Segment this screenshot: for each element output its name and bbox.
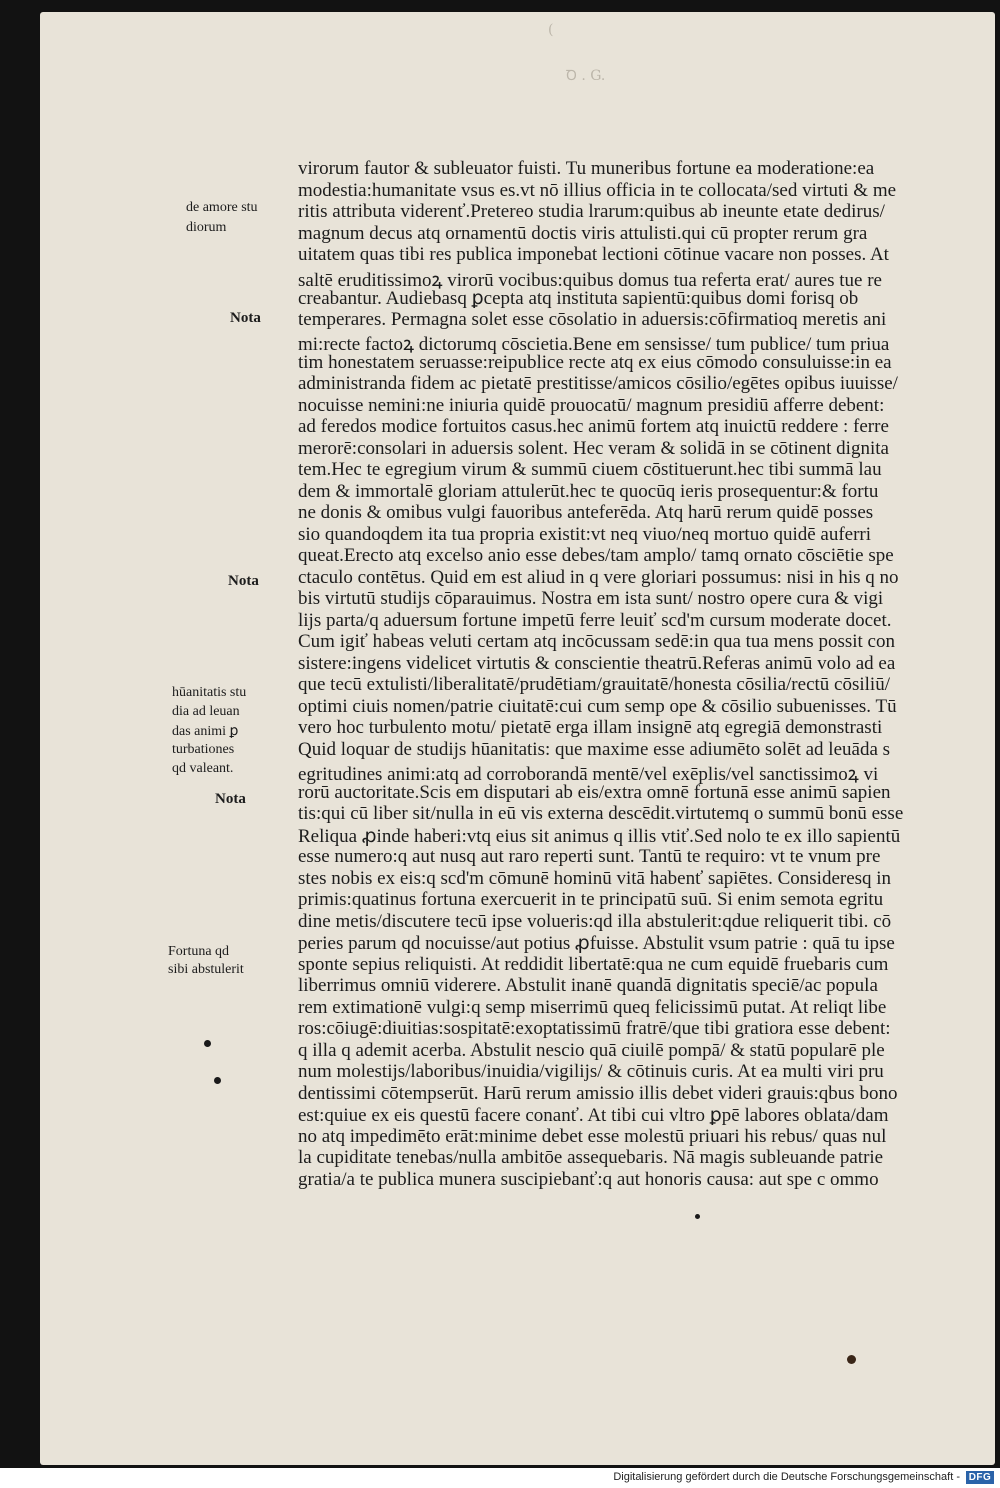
footer-credit: Digitalisierung gefördert durch die Deutsche Forschungsgemeinschaft -	[613, 1471, 960, 1483]
text-line: virorum fautor & subleuator fuisti. Tu muneribus fortune ea moderatione:ea	[298, 158, 875, 179]
text-line: Quid loquar de studijs hūanitatis: que maxime esse adiumēto solēt ad leuāda s	[298, 738, 891, 760]
footer-bar	[0, 1468, 1000, 1488]
text-line: merorē:consolari in aduersis solent. Hec veram & solidā in se cōtinent dignita	[298, 437, 889, 459]
text-line: stes nobis ex eis:q scd'm cōmunē hominū vitā habenť sapiētes. Consideresq in	[298, 867, 892, 889]
text-line: rorū auctoritate.Scis em disputari ab eis/extra omnē fortunā esse animū sapien	[298, 781, 891, 803]
text-line: la cupiditate tenebas/nulla ambitōe assequebaris. Nā magis subleuande patrie	[298, 1147, 884, 1168]
ink-dot	[214, 1077, 221, 1084]
marginal-note-humanitatis-4: turbationes	[172, 742, 235, 757]
text-line: tem.Hec te egregium virum & summū ciuem cōstituerunt.hec tibi summā lau	[298, 459, 882, 480]
text-line: dine metis/discutere tecū ipse volueris:qd illa abstulerit:qdue reliquerit tibi. cō	[298, 910, 892, 932]
ink-dot	[847, 1355, 856, 1364]
text-line: num molestijs/laboribus/inuidia/vigilijs/ & cōtinuis curis. At ea multi viri pru	[298, 1061, 884, 1082]
marginal-note-nota-3: Nota	[215, 791, 246, 807]
marginal-note-humanitatis-2: dia ad leuan	[172, 704, 240, 719]
text-line: modestia:humanitate vsus es.vt nō illius officia in te collocata/sed virtuti & me	[298, 179, 897, 201]
faint-header-text: Ꝺ . G.	[566, 68, 606, 84]
marginal-note-fortuna-2: sibi abstulerit	[168, 962, 244, 977]
marginal-note-nota-2: Nota	[228, 573, 259, 589]
text-line: Reliqua ꝓinde haberi:vtq eius sit animus q illis vtiť.Sed nolo te ex illo sapientū	[298, 825, 901, 847]
text-line: q illa q ademit acerba. Abstulit nescio quā ciuilē pompā/ & statū popularē ple	[298, 1039, 885, 1061]
text-line: sistere:ingens videlicet virtutis & conscientie theatrū.Referas animū volo ad ea	[298, 652, 896, 674]
text-line: bis virtutū studijs cōparauimus. Nostra em ista sunt/ nostro opere cura & vigi	[298, 588, 884, 609]
text-line: Cum igiť habeas veluti certam atq incōcussam sedē:in qua tua mens possit con	[298, 631, 895, 652]
text-line: vero hoc turbulento motu/ pietatē erga illam insignē atq egregiā demonstrasti	[298, 717, 883, 738]
text-line: nocuisse nemini:ne iniuria quidē prouocatū/ magnum presidiū afferre debent:	[298, 394, 885, 416]
text-line: sio quandoqdem ita tua propria existit:vt neq viuo/neq mortuo quidē auferri	[298, 523, 872, 545]
marginal-note-humanitatis-5: qd valeant.	[172, 761, 234, 776]
marginal-note-nota-1: Nota	[230, 310, 261, 326]
text-line: egritudines animi:atq ad corroborandā mentē/vel exēplis/vel sanctissimoꝝ vi	[298, 764, 879, 784]
text-line: queat.Erecto atq excelso anio esse debes/tam amplo/ tamq ornato cōsciētie spe	[298, 545, 894, 566]
text-line: que tecū extulisti/liberalitatē/prudētiam/grauitatē/honesta cōsilia/rectū cōsiliū/	[298, 674, 890, 695]
text-line: rem extimationē vulgi:q semp miserrimū queq felicissimū putat. At reliqt libe	[298, 996, 887, 1018]
text-line: tis:qui cū liber sit/nulla in eū vis externa descēdit.virtutemq o summū bonū esse	[298, 803, 904, 824]
text-line: creabantur. Audiebasq ꝑcepta atq instituta sapientū:quibus domi forisq ob	[298, 288, 859, 309]
text-line: gratia/a te publica munera suscipiebanť:q aut honoris causa: aut spe c ommo	[298, 1168, 879, 1190]
dfg-logo: DFG	[966, 1471, 994, 1484]
marginal-note-fortuna-1: Fortuna qd	[168, 944, 230, 959]
text-line: esse numero:q aut nusq aut raro reperti sunt. Tantū te requiro: vt te vnum pre	[298, 846, 881, 867]
ink-dot	[695, 1214, 700, 1219]
text-line: est:quiue ex eis questū facere conanť. At tibi cui vltro ꝑpē labores oblata/dam	[298, 1105, 889, 1126]
text-line: no atq impedimēto erāt:minime debet esse molestū priuari his rebus/ quas nul	[298, 1125, 887, 1147]
text-line: administranda fidem ac pietatē prestitisse/amicos cōsilio/egētes opibus iuuisse/	[298, 373, 898, 394]
ink-dot	[204, 1040, 211, 1047]
text-line: optimi ciuis nomen/patrie ciuitatē:cui cum semp ope & cōsilio subuenisses. Tū	[298, 695, 897, 717]
text-line: uitatem quas tibi res publica imponebat lectioni cōtinue vacare non posses. At	[298, 244, 889, 265]
text-line: tim honestatem seruasse:reipublice recte atq ex eius cōmodo consuluisse:in ea	[298, 351, 892, 373]
marginal-note-study-2: diorum	[186, 220, 227, 235]
marginal-note-humanitatis-3: das animi ꝑ	[172, 724, 239, 739]
text-line: saltē eruditissimoꝝ virorū vocibus:quibus domus tua referta erat/ aures tue re	[298, 269, 882, 290]
text-line: lijs parta/q aduersum fortune impetū ferre leuiť scd'm cursum moderate docet.	[298, 609, 892, 631]
text-line: temperares. Permagna solet esse cōsolatio in aduersis:cōfirmatioq meretis ani	[298, 308, 887, 330]
text-line: dem & immortalē gloriam attulerūt.hec te quocūq ieris prosequentur:& fortu	[298, 480, 879, 502]
text-line: ne donis & omibus vulgi fauoribus anteferēda. Atq harū rerum quidē posses	[298, 502, 874, 523]
text-line: ritis attributa viderenť.Pretereo studia lrarum:quibus ab ineunte etate dedirus/	[298, 201, 885, 222]
text-line: ctaculo contētus. Quid em est aliud in q vere gloriari possumus: nisi in his q no	[298, 566, 899, 588]
text-line: dentissimi cōtempserūt. Harū rerum amissio illis debet videri grauis:qbus bono	[298, 1082, 898, 1104]
faint-header-mark: (	[548, 22, 554, 38]
text-line: peries parum qd nocuisse/aut potius ꝓfuisse. Abstulit vsum patrie : quā tu ipse	[298, 933, 895, 954]
text-line: sponte sepius reliquisti. At reddidit libertatē:qua ne cum equidē fruebaris cum	[298, 953, 889, 975]
text-line: ad feredos modice fortuitos casus.hec animū fortem atq inuictū reddere : ferre	[298, 416, 889, 437]
text-line: primis:quatinus fortuna exercuerit in te principatū suū. Si enim semota egritu	[298, 889, 884, 910]
marginal-note-study-1: de amore stu	[186, 200, 258, 215]
text-line: mi:recte factoꝝ dictorumq cōscietia.Bene em sensisse/ tum publice/ tum priua	[298, 334, 890, 354]
text-line: magnum decus atq ornamentū doctis viris attulisti.qui cū propter rerum gra	[298, 222, 868, 244]
marginal-note-humanitatis-1: hūanitatis stu	[172, 685, 247, 700]
text-line: liberrimus omniū viderere. Abstulit inanē quandā dignitatis speciē/ac popula	[298, 975, 878, 996]
text-line: ros:cōiugē:diuitias:sospitatē:exoptatissimū fratrē/que tibi gratiora esse debent:	[298, 1018, 891, 1039]
